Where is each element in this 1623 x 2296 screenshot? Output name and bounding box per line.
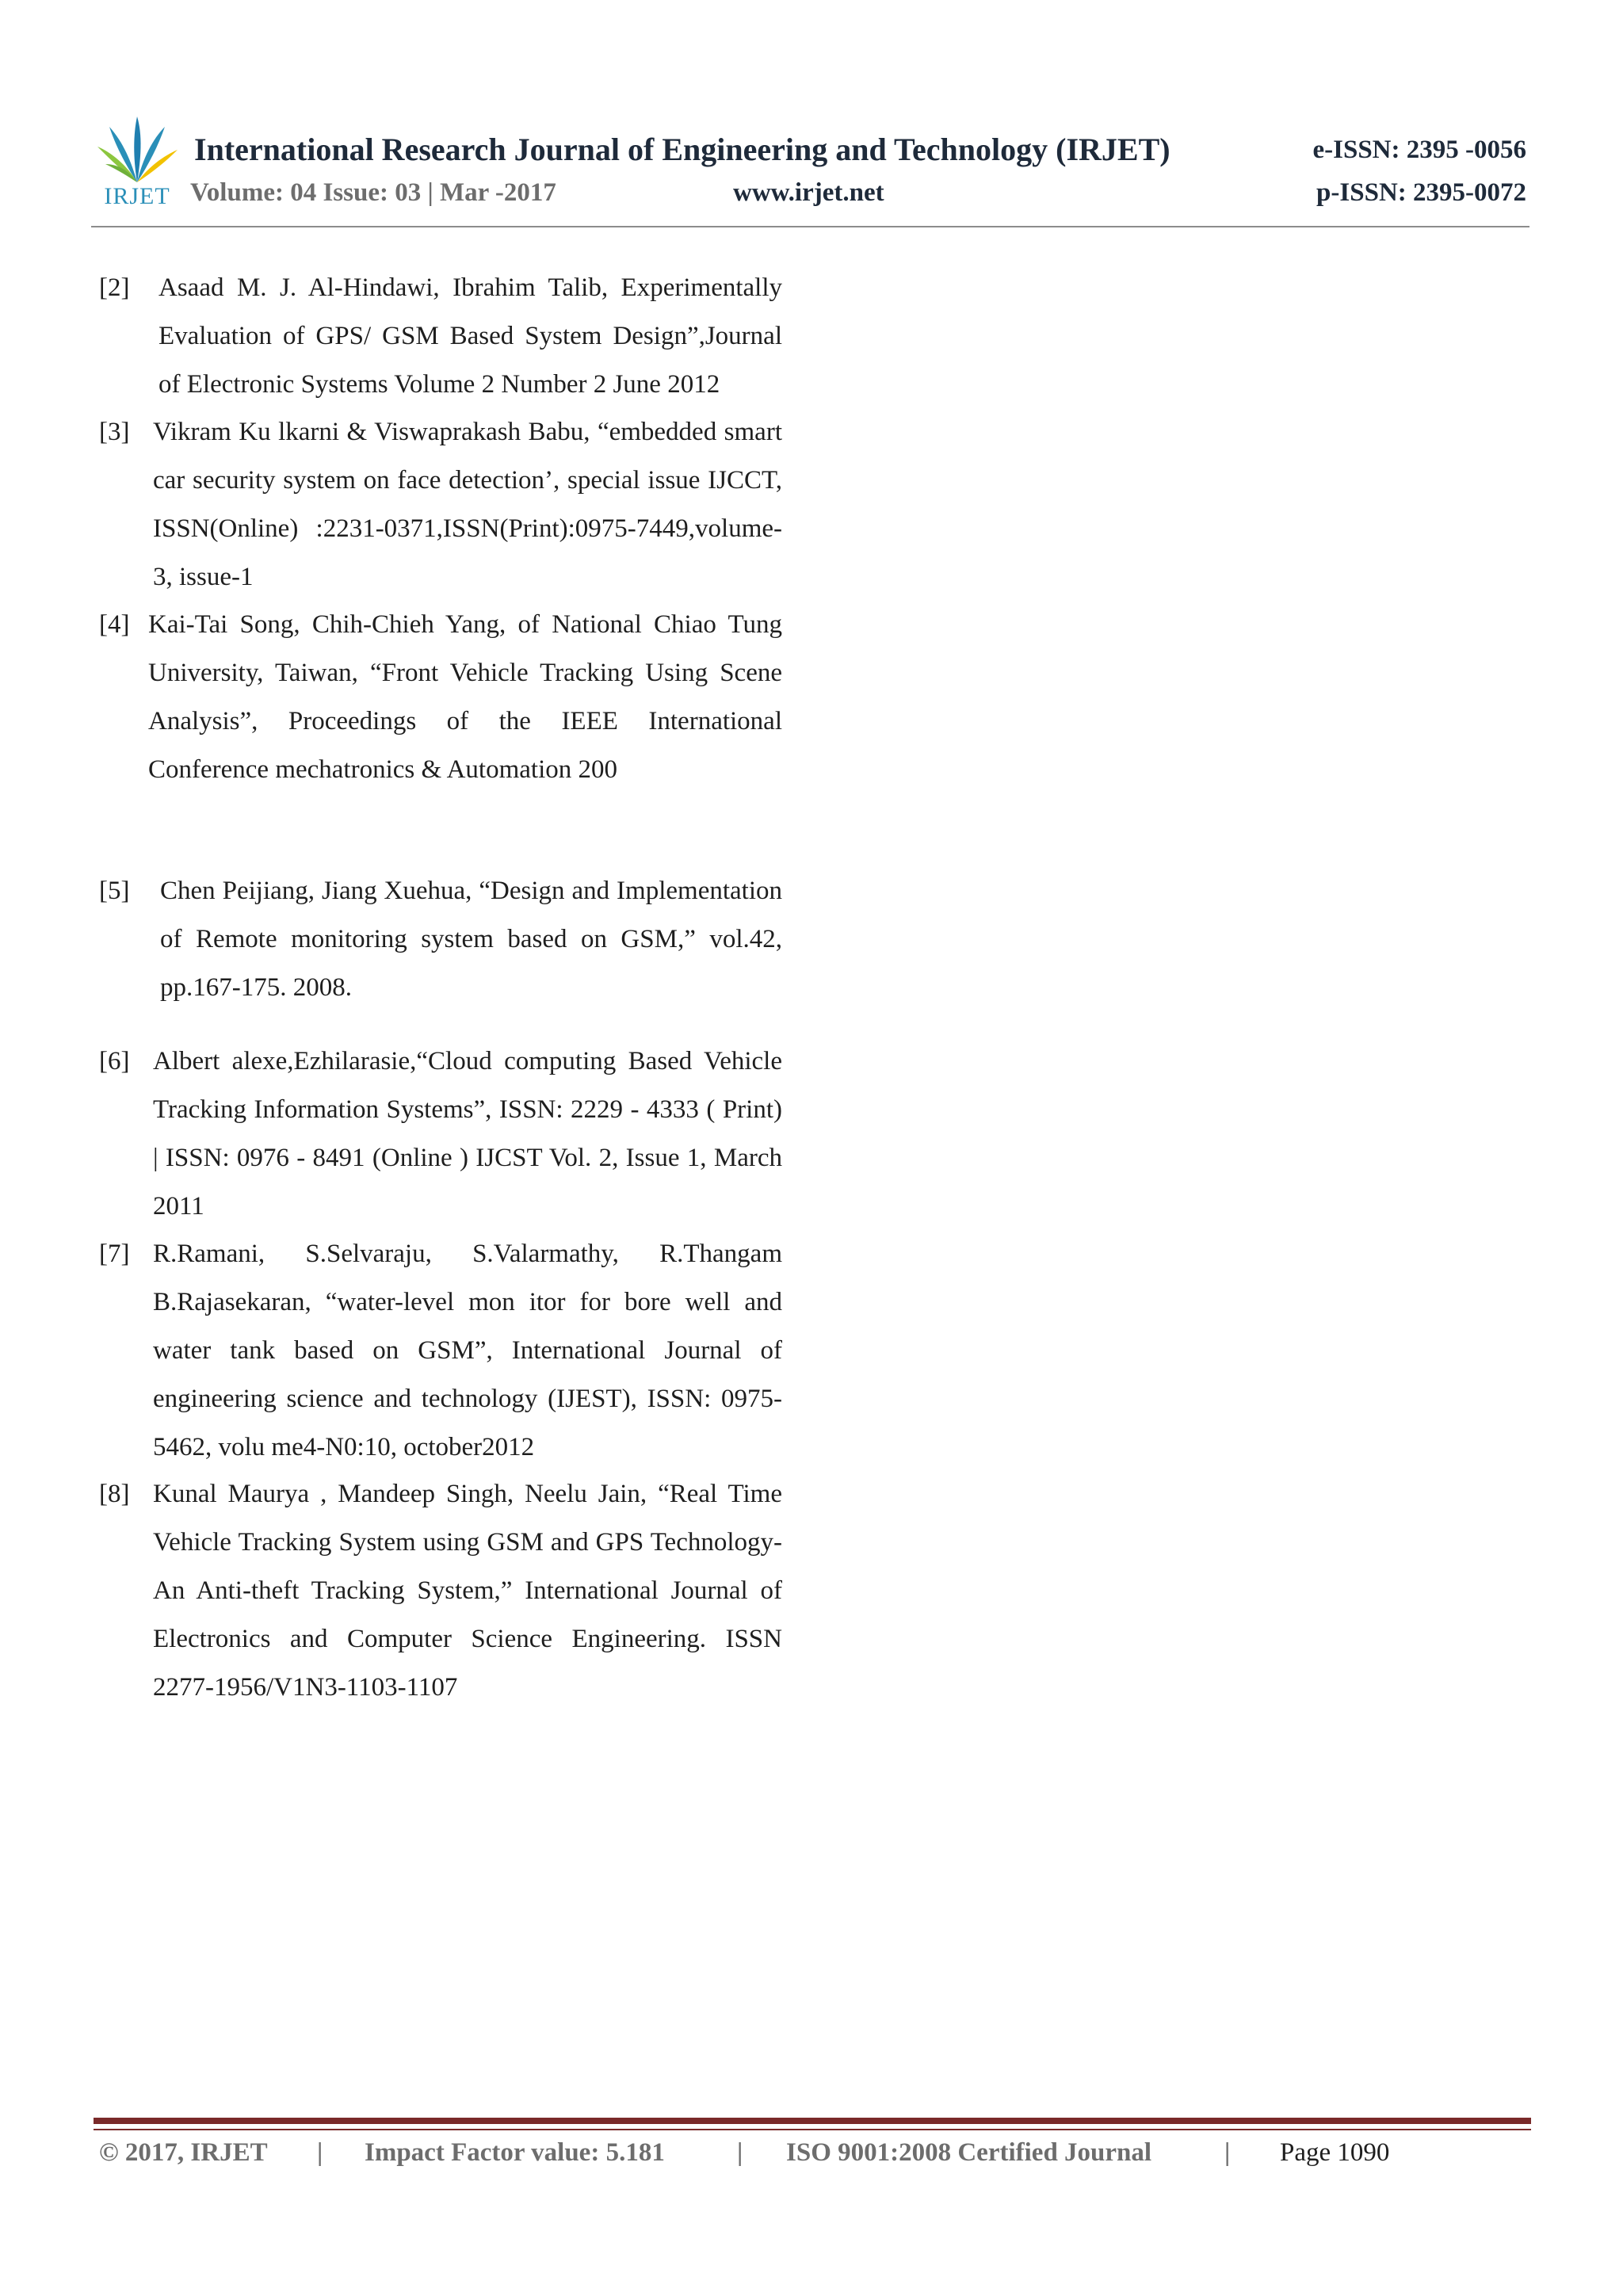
logo-leaves-icon — [94, 115, 181, 186]
footer-page-number: Page 1090 — [1280, 2138, 1390, 2167]
reference-text: Albert alexe,Ezhilarasie,“Cloud computing Based Vehicle Tracking Information Systems”, ISSN: 2229 - 4333 ( Print) | ISSN: 0976 - 8491 (Online ) IJCST Vol. 2, Issue 1, March 2011 — [153, 1047, 782, 1221]
reference-text: Vikram Ku lkarni & Viswaprakash Babu, “embedded smart car security system on face detection’, special issue IJCCT, ISSN(Online) :2231-0371,ISSN(Print):0975-7449,volume-3, issue-1 — [153, 418, 782, 591]
footer-separator: | — [317, 2138, 323, 2167]
footer-divider-thick — [94, 2118, 1531, 2124]
reference-text: Kunal Maurya , Mandeep Singh, Neelu Jain, “Real Time Vehicle Tracking System using GSM and GPS Technology- An Anti-theft Tracking System,” International Journal of Electronics and Computer Science Engineering. ISSN 2277-1956/V1N3-1103-1107 — [153, 1480, 782, 1702]
footer-impact-factor: Impact Factor value: 5.181 — [365, 2138, 665, 2167]
reference-number: [6] — [99, 1047, 130, 1075]
irjet-logo — [94, 115, 181, 212]
reference-text: R.Ramani, S.Selvaraju, S.Valarmathy, R.Thangam B.Rajasekaran, “water-level mon itor for bore well and water tank based on GSM”, International Journal of engineering science and technology (IJEST), ISSN: 0975-5462, volu me4-N0:10, october2012 — [153, 1240, 782, 1461]
page-header — [0, 0, 1623, 230]
header-divider — [91, 226, 1529, 227]
footer-separator: | — [1224, 2138, 1231, 2167]
volume-info: Volume: 04 Issue: 03 | Mar -2017 — [190, 178, 556, 207]
footer-copyright: © 2017, IRJET — [99, 2138, 268, 2167]
reference-text: Asaad M. J. Al-Hindawi, Ibrahim Talib, Experimentally Evaluation of GPS/ GSM Based System Design”,Journal of Electronic Systems Volume 2 Number 2 June 2012 — [158, 273, 782, 399]
footer-divider-thin — [94, 2129, 1531, 2130]
reference-number: [4] — [99, 610, 130, 639]
footer-separator: | — [737, 2138, 743, 2167]
footer-iso-certification: ISO 9001:2008 Certified Journal — [786, 2138, 1152, 2167]
e-issn: e-ISSN: 2395 -0056 — [1312, 136, 1526, 164]
p-issn: p-ISSN: 2395-0072 — [1316, 178, 1526, 207]
logo-text: IRJET — [104, 183, 170, 209]
reference-number: [8] — [99, 1480, 130, 1508]
journal-website-link[interactable]: www.irjet.net — [733, 178, 884, 207]
reference-number: [2] — [99, 273, 130, 302]
reference-text: Kai-Tai Song, Chih-Chieh Yang, of National Chiao Tung University, Taiwan, “Front Vehicle Tracking Using Scene Analysis”, Proceedings of the IEEE International Conference mechatronics & Automation 200 — [148, 610, 782, 784]
reference-text: Chen Peijiang, Jiang Xuehua, “Design and Implementation of Remote monitoring system based on GSM,” vol.42, pp.167-175. 2008. — [160, 877, 782, 1002]
reference-number: [7] — [99, 1240, 130, 1268]
reference-number: [3] — [99, 418, 130, 446]
journal-title: International Research Journal of Engineering and Technology (IRJET) — [194, 132, 1170, 167]
reference-number: [5] — [99, 877, 130, 905]
